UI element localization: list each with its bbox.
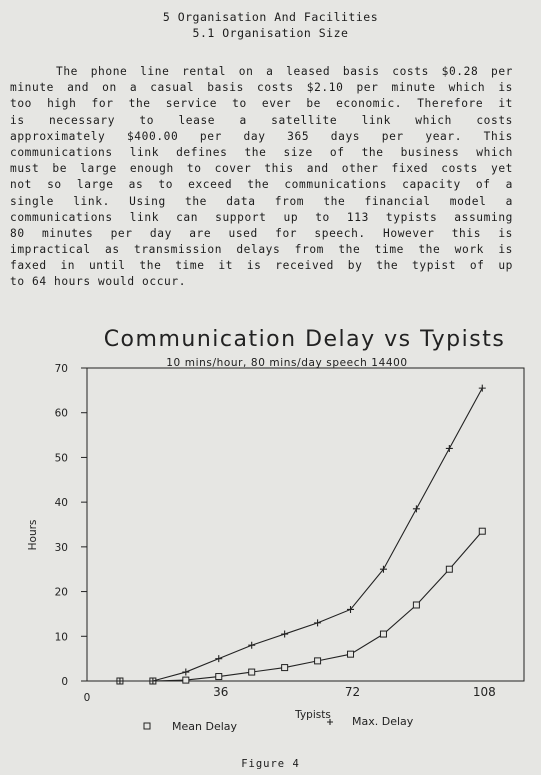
mean-delay-point	[348, 651, 354, 657]
mean-delay-point	[479, 528, 485, 534]
subsection-heading: 5.1 Organisation Size	[192, 26, 349, 40]
mean-delay-point	[413, 602, 419, 608]
max-delay-point	[413, 505, 420, 512]
paragraph-line: 80 minutes per day are used for speech. However this is	[10, 226, 513, 240]
paragraph-line: is necessary to lease a satellite link which costs	[10, 113, 513, 127]
legend-label: Mean Delay	[172, 720, 238, 733]
max-delay-point	[215, 655, 222, 662]
max-delay-point	[314, 619, 321, 626]
paragraph-line: minute and on a casual basis costs $2.10 per minute which is	[10, 81, 513, 95]
max-delay-point	[248, 642, 255, 649]
paragraph-line: communications link defines the size of the business which	[10, 145, 513, 159]
mean-delay-point	[446, 566, 452, 572]
mean-delay-point	[249, 669, 255, 675]
mean-delay-point	[282, 665, 288, 671]
x-tick-label: 108	[472, 685, 496, 699]
paragraph-line: The phone line rental on a leased basis costs $0.28 per	[56, 65, 513, 78]
y-tick-label: 40	[54, 497, 68, 510]
y-tick-label: 50	[54, 452, 68, 465]
y-tick-label: 0	[61, 676, 68, 688]
y-axis-label: Hours	[27, 519, 39, 551]
mean-delay-line	[120, 531, 482, 681]
mean-delay-point	[380, 631, 386, 637]
max-delay-point	[281, 631, 288, 638]
paragraph-line: single link. Using the data from the financial model a	[10, 194, 513, 208]
x-axis-label: Typists	[295, 709, 331, 721]
mean-delay-point	[183, 677, 189, 683]
max-delay-point	[446, 445, 453, 452]
y-tick-label: 10	[54, 631, 68, 644]
paragraph-line: faxed in until the time it is received by the typist of up	[10, 259, 513, 273]
paragraph-line: not so large as to exceed the communications capacity of a	[10, 178, 513, 192]
paragraph-line: must be large enough to cover this and other fixed costs yet	[10, 162, 513, 176]
chart-title: Communication Delay vs Typists	[103, 327, 506, 352]
chart-subtitle: 10 mins/hour, 80 mins/day speech 14400	[166, 357, 408, 369]
plot-frame	[87, 368, 524, 681]
max-delay-point	[479, 385, 486, 392]
x-tick-label: 0	[83, 692, 91, 704]
max-delay-line	[120, 388, 482, 681]
legend-label: Max. Delay	[352, 715, 414, 728]
y-tick-label: 30	[54, 541, 68, 554]
mean-delay-point	[216, 674, 222, 680]
legend-square-marker	[144, 723, 150, 729]
y-tick-label: 60	[54, 407, 68, 420]
section-heading: 5 Organisation And Facilities	[162, 10, 379, 24]
mean-delay-point	[315, 658, 321, 664]
x-tick-label: 72	[344, 685, 361, 699]
paragraph-line: to 64 hours would occur.	[10, 275, 187, 289]
y-tick-label: 70	[54, 363, 68, 375]
paragraph-line: approximately $400.00 per day 365 days per year. This	[10, 129, 513, 143]
paragraph-line: impractical as transmission delays from the time the work is	[10, 243, 513, 257]
paragraph-line: communications link can support up to 113 typists assuming	[10, 210, 513, 224]
paragraph-line: too high for the service to ever be economic. Therefore it	[10, 97, 513, 111]
max-delay-point	[182, 669, 189, 676]
figure-caption: Figure 4	[241, 758, 300, 770]
y-tick-label: 20	[54, 586, 68, 599]
x-tick-label: 36	[213, 685, 229, 699]
